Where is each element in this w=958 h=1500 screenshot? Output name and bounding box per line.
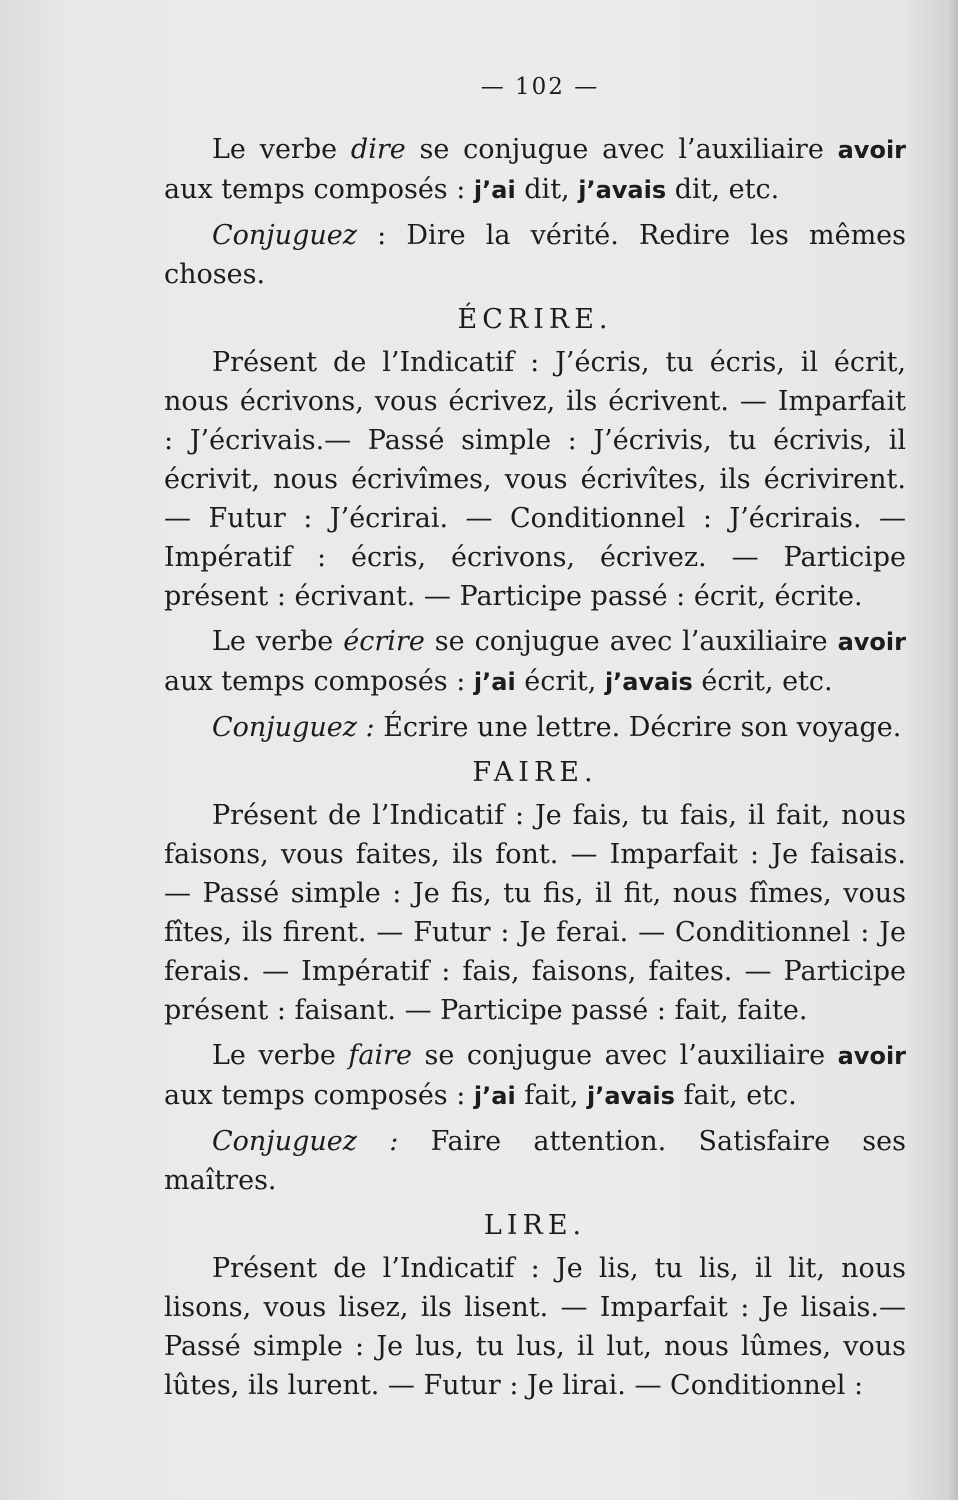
form-bold: j’avais xyxy=(587,1082,675,1110)
text-run: fait, xyxy=(515,1080,588,1111)
text-run: Le verbe xyxy=(212,134,351,165)
form-bold: j’ai xyxy=(473,1082,516,1110)
form-bold: j’ai xyxy=(473,668,516,696)
text-run: écrit, etc. xyxy=(692,666,833,697)
auxiliary-bold: avoir xyxy=(837,1042,906,1070)
text-run: dit, etc. xyxy=(666,174,780,205)
page-content xyxy=(164,130,906,1405)
text-run: Le verbe xyxy=(212,626,344,657)
auxiliary-bold: avoir xyxy=(837,136,906,164)
text-run: aux temps composés : xyxy=(164,666,474,697)
text-run: se conjugue avec l’auxiliaire xyxy=(412,1040,838,1071)
text-run: dit, xyxy=(515,174,579,205)
faire-exercise xyxy=(164,1122,906,1200)
form-bold: j’ai xyxy=(473,176,516,204)
text-run: se conjugue avec l’auxiliaire xyxy=(405,134,838,165)
text-run: fait, etc. xyxy=(674,1080,797,1111)
text-run: se conjugue avec l’auxiliaire xyxy=(424,626,838,657)
page-edge-shadow xyxy=(946,0,958,1500)
ecrire-exercise xyxy=(164,708,906,747)
section-heading-lire: LIRE. xyxy=(483,1210,587,1241)
verb-italic: écrire xyxy=(343,626,425,657)
conjuguez-label: Conjuguez xyxy=(212,220,357,251)
text-run: écrit, xyxy=(515,666,605,697)
faire-auxiliary-paragraph xyxy=(164,1036,906,1116)
page-number: — 102 — xyxy=(480,74,600,100)
exercise-text: : Dire la vérité. Redire les mêmes choses. xyxy=(164,220,906,290)
ecrire-conjugation: Présent de l’Indicatif : J’écris, tu écris, il écrit, nous écrivons, vous écrivez, ils écrivent. — Imparfait : J’écrivais.— Passé simple : J’écrivis, tu écrivis, il écrivit, nous écrivîmes, vous écrivîtes, ils écrivirent. — Futur : J’écrirai. — Conditionnel : J’écrirais. — Impératif : écris, écrivons, écrivez. — Participe présent : écrivant. — Participe passé : écrit, écrite. xyxy=(164,347,906,612)
section-heading-ecrire: ÉCRIRE. xyxy=(457,304,613,335)
section-heading-faire: FAIRE. xyxy=(472,757,598,788)
text-run: aux temps composés : xyxy=(164,174,474,205)
dire-exercise xyxy=(164,216,906,294)
form-bold: j’avais xyxy=(604,668,693,696)
form-bold: j’avais xyxy=(578,176,667,204)
conjuguez-label: Conjuguez : xyxy=(212,712,375,743)
text-run: Le verbe xyxy=(212,1040,349,1071)
lire-conjugation: Présent de l’Indicatif : Je lis, tu lis, il lit, nous lisons, vous lisez, ils lisent. — Imparfait : Je lisais.— Passé simple : Je lus, tu lus, il lut, nous lûmes, vous lûtes, ils lurent. — Futur : Je lirai. — Conditionnel : xyxy=(164,1253,906,1401)
exercise-text: Faire attention. Satisfaire ses maîtres. xyxy=(164,1126,907,1196)
ecrire-auxiliary-paragraph xyxy=(164,622,906,702)
verb-italic: faire xyxy=(348,1040,413,1071)
faire-conjugation: Présent de l’Indicatif : Je fais, tu fais, il fait, nous faisons, vous faites, ils font. — Imparfait : Je faisais. — Passé simple : Je fis, tu fis, il fit, nous fîmes, vous fîtes, ils firent. — Futur : Je ferai. — Conditionnel : Je ferais. — Impératif : fais, faisons, faites. — Participe présent : faisant. — Participe passé : fait, faite. xyxy=(164,800,906,1026)
verb-italic: dire xyxy=(350,134,406,165)
exercise-text: Écrire une lettre. Décrire son voyage. xyxy=(374,712,902,743)
text-run: aux temps composés : xyxy=(164,1080,474,1111)
dire-auxiliary-paragraph xyxy=(164,130,906,210)
auxiliary-bold: avoir xyxy=(837,628,906,656)
conjuguez-label: Conjuguez : xyxy=(212,1126,399,1157)
